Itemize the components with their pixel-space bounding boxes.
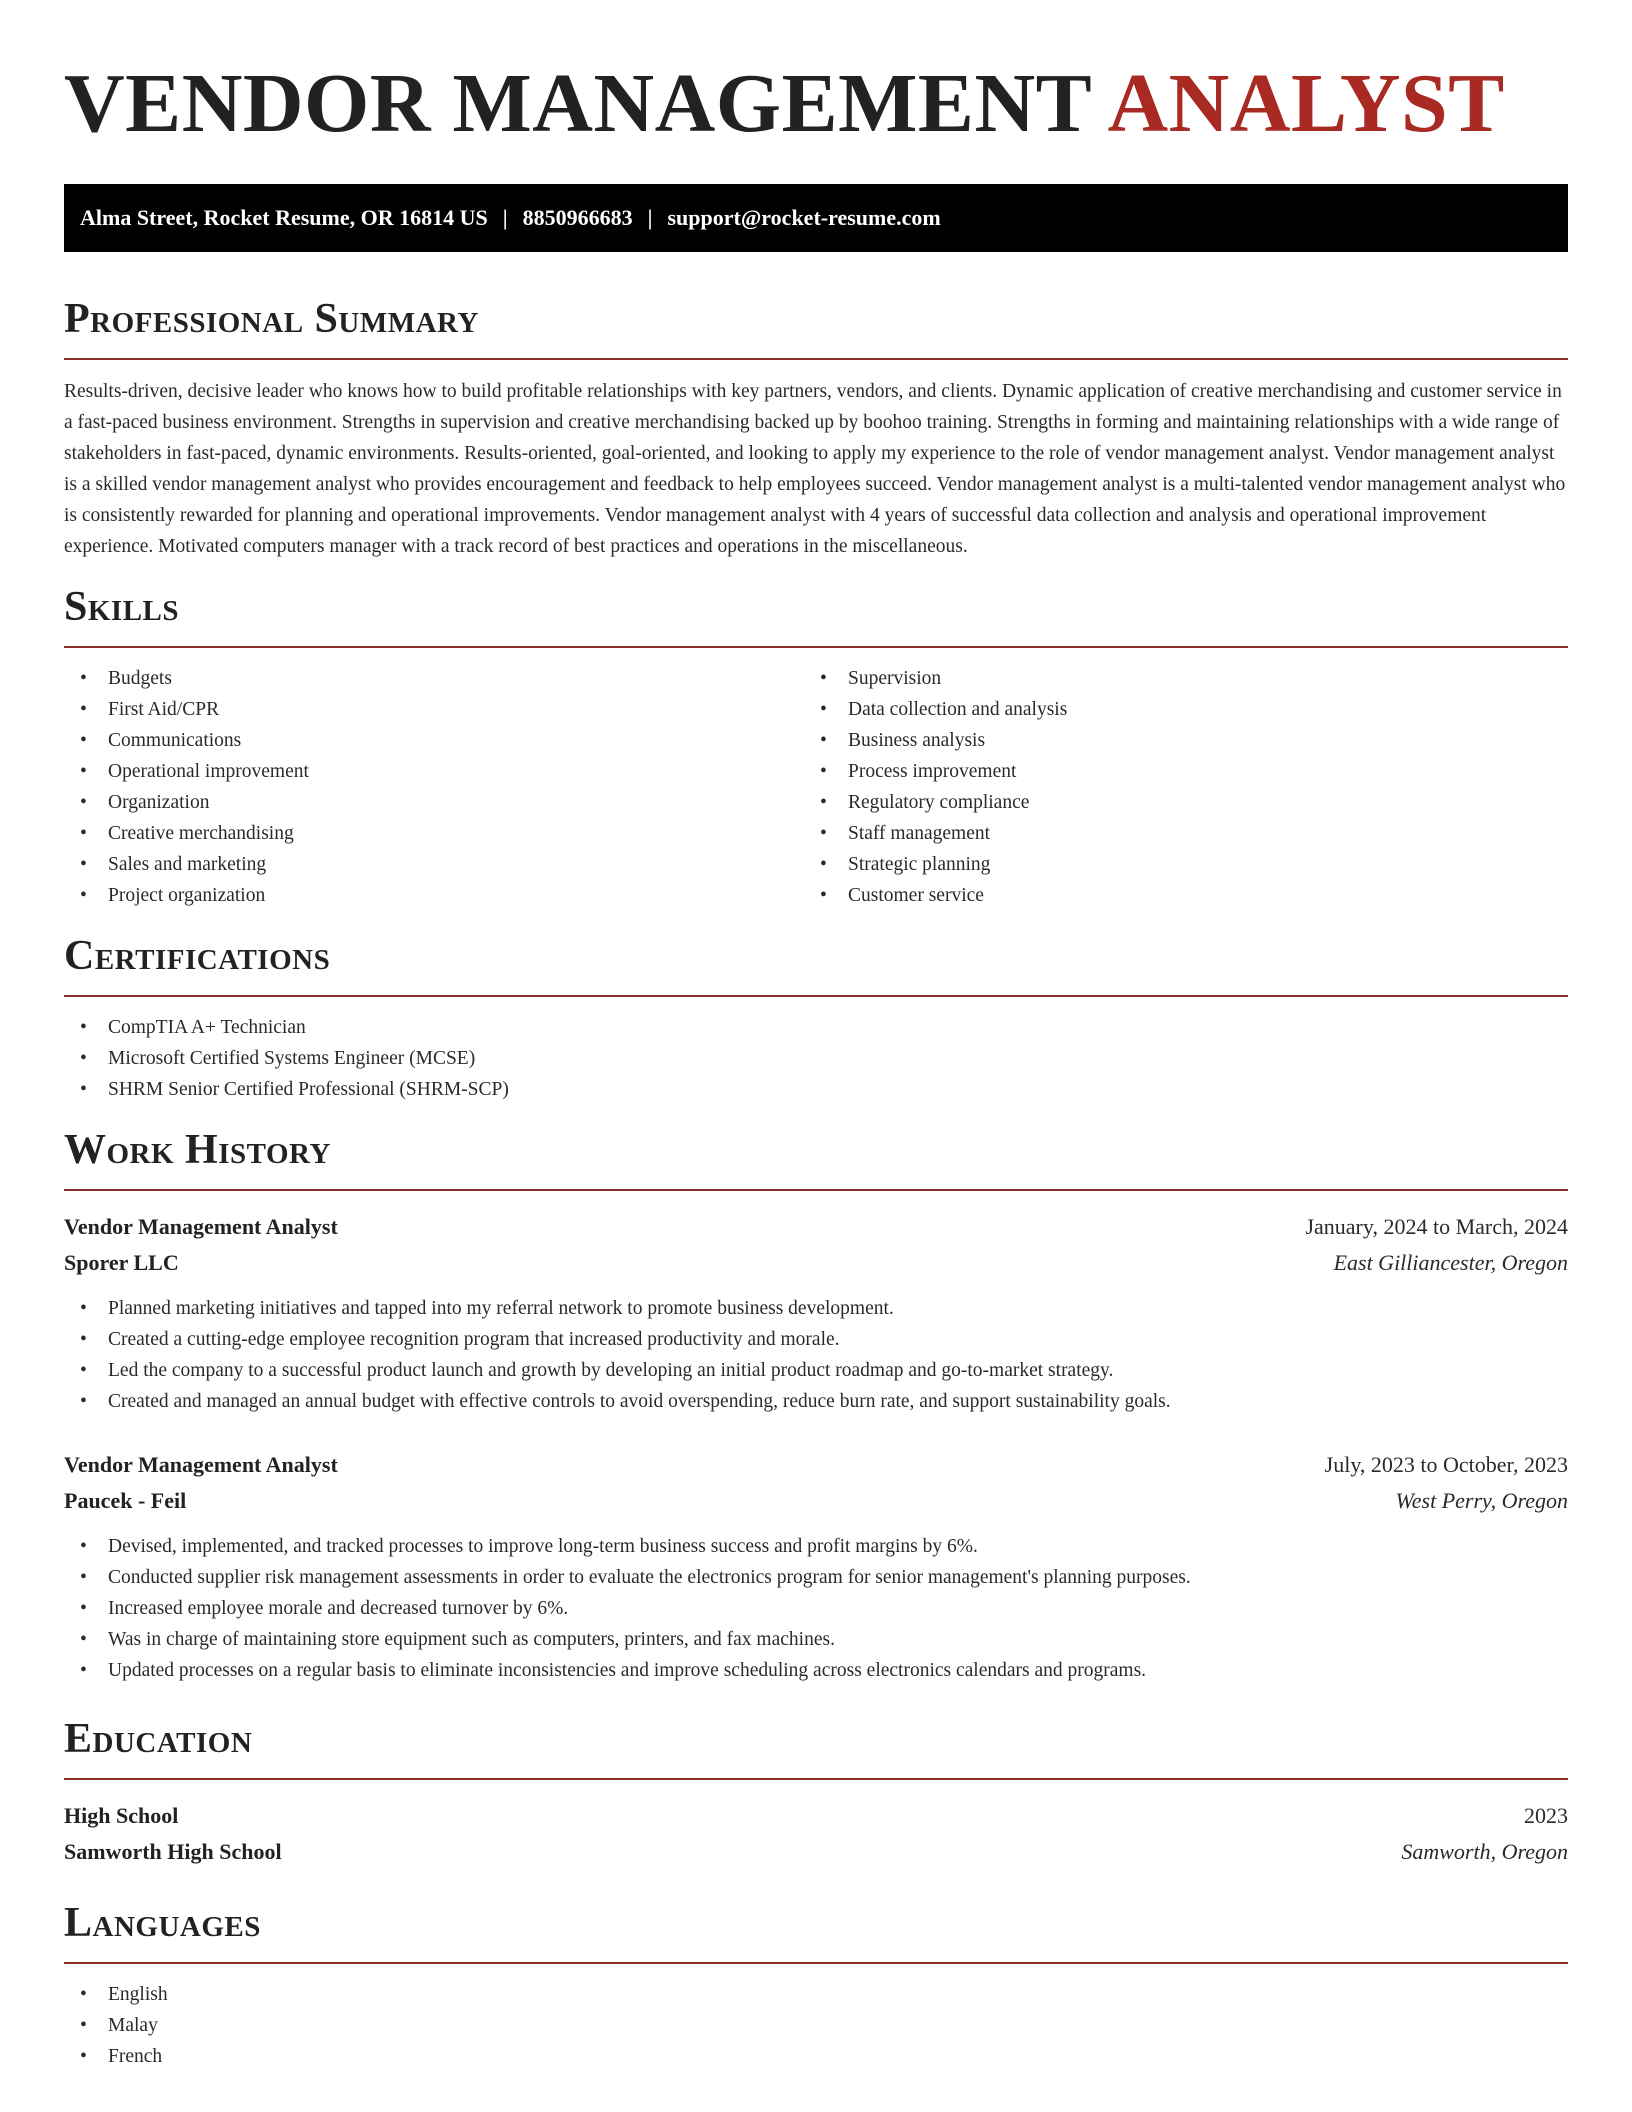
job-company: Paucek - Feil [64, 1488, 187, 1513]
job-dates: July, 2023 to October, 2023 [1324, 1452, 1568, 1477]
work-history-section [64, 1127, 1568, 1686]
education-location: Samworth, Oregon [1401, 1839, 1568, 1864]
job-entry [64, 1209, 1568, 1417]
skill-item: • Strategic planning [804, 849, 1544, 880]
contact-bar [64, 184, 1568, 252]
job-location: West Perry, Oregon [1395, 1488, 1568, 1513]
skill-item: • Customer service [804, 880, 1544, 911]
job-title-row [64, 1209, 1568, 1245]
contact-phone: 8850966683 [522, 205, 633, 230]
certifications-list [64, 1012, 1568, 1105]
skill-item: • First Aid/CPR [64, 694, 804, 725]
title-accent: ANALYST [1107, 57, 1505, 150]
education-year: 2023 [1524, 1803, 1568, 1828]
job-bullets [64, 1293, 1568, 1417]
skills-columns [64, 663, 1568, 911]
languages-list [64, 1979, 1568, 2072]
job-bullet: • Led the company to a successful product launch and growth by developing an initial product roadmap and go-to-market strategy. [64, 1355, 1568, 1386]
language-item: • Malay [64, 2010, 1568, 2041]
skill-item: • Organization [64, 787, 804, 818]
work-history-heading: Work History [64, 1127, 1568, 1191]
job-bullet: • Created and managed an annual budget with effective controls to avoid overspending, reduce burn rate, and support sustainability goals. [64, 1386, 1568, 1417]
contact-separator: | [502, 205, 508, 230]
job-bullet: • Conducted supplier risk management assessments in order to evaluate the electronics program for senior management's planning purposes. [64, 1562, 1568, 1593]
skills-heading: Skills [64, 584, 1568, 648]
skills-section [64, 584, 1568, 911]
skill-item: • Regulatory compliance [804, 787, 1544, 818]
contact-separator: | [647, 205, 653, 230]
job-dates: January, 2024 to March, 2024 [1305, 1214, 1568, 1239]
job-bullet: • Devised, implemented, and tracked processes to improve long-term business success and profit margins by 6%. [64, 1531, 1568, 1562]
skills-list-left [64, 663, 804, 911]
summary-heading: Professional Summary [64, 296, 1568, 360]
summary-section [64, 296, 1568, 562]
education-section [64, 1716, 1568, 1870]
education-degree: High School [64, 1803, 179, 1828]
summary-text: Results-driven, decisive leader who knows how to build profitable relationships with key partners, vendors, and clients. Dynamic application of creative merchandising and customer service in a fast-paced business environment. Strengths in supervision and creative merchandising backed up by boohoo training. Strengths in forming and maintaining relationships with a wide range of stakeholders in fast-paced, dynamic environments. Results-oriented, goal-oriented, and looking to apply my experience to the role of vendor management analyst. Vendor management analyst is a skilled vendor management analyst who provides encouragement and feedback to help employees succeed. Vendor management analyst is a multi-talented vendor management analyst who is consistently rewarded for planning and operational improvements. Vendor management analyst with 4 years of successful data collection and analysis and operational improvement experience. Motivated computers manager with a track record of best practices and operations in the miscellaneous. [64, 381, 1566, 557]
job-title: Vendor Management Analyst [64, 1214, 338, 1239]
job-bullet: • Planned marketing initiatives and tapped into my referral network to promote business development. [64, 1293, 1568, 1324]
contact-address: Alma Street, Rocket Resume, OR 16814 US [80, 205, 488, 230]
skill-item: • Communications [64, 725, 804, 756]
job-bullets [64, 1531, 1568, 1686]
job-bullet: • Created a cutting-edge employee recognition program that increased productivity and morale. [64, 1324, 1568, 1355]
language-item: • English [64, 1979, 1568, 2010]
education-degree-row [64, 1798, 1568, 1834]
job-bullet: • Increased employee morale and decreased turnover by 6%. [64, 1593, 1568, 1624]
job-company: Sporer LLC [64, 1250, 179, 1275]
job-title: Vendor Management Analyst [64, 1452, 338, 1477]
certifications-section [64, 933, 1568, 1105]
education-heading: Education [64, 1716, 1568, 1780]
skill-item: • Project organization [64, 880, 804, 911]
education-school: Samworth High School [64, 1839, 282, 1864]
job-location: East Gilliancester, Oregon [1333, 1250, 1568, 1275]
certification-item: • SHRM Senior Certified Professional (SHRM-SCP) [64, 1074, 1568, 1105]
resume-page [64, 0, 1568, 2072]
certification-item: • CompTIA A+ Technician [64, 1012, 1568, 1043]
certifications-heading: Certifications [64, 933, 1568, 997]
languages-heading: Languages [64, 1900, 1568, 1964]
job-bullet: • Was in charge of maintaining store equipment such as computers, printers, and fax machines. [64, 1624, 1568, 1655]
job-company-row [64, 1483, 1568, 1519]
skill-item: • Budgets [64, 663, 804, 694]
skill-item: • Sales and marketing [64, 849, 804, 880]
job-title-row [64, 1447, 1568, 1483]
job-bullet: • Updated processes on a regular basis to eliminate inconsistencies and improve scheduling across electronics calendars and programs. [64, 1655, 1568, 1686]
skill-item: • Data collection and analysis [804, 694, 1544, 725]
skill-item: • Creative merchandising [64, 818, 804, 849]
job-entry [64, 1447, 1568, 1686]
education-entry [64, 1798, 1568, 1870]
contact-email: support@rocket-resume.com [667, 205, 941, 230]
education-school-row [64, 1834, 1568, 1870]
language-item: • French [64, 2041, 1568, 2072]
job-company-row [64, 1245, 1568, 1281]
skill-item: • Supervision [804, 663, 1544, 694]
skill-item: • Staff management [804, 818, 1544, 849]
title-main: VENDOR MANAGEMENT [64, 57, 1091, 150]
skill-item: • Business analysis [804, 725, 1544, 756]
languages-section [64, 1900, 1568, 2072]
skill-item: • Process improvement [804, 756, 1544, 787]
skill-item: • Operational improvement [64, 756, 804, 787]
skills-list-right [804, 663, 1544, 911]
certification-item: • Microsoft Certified Systems Engineer (MCSE) [64, 1043, 1568, 1074]
resume-title [64, 58, 1568, 150]
